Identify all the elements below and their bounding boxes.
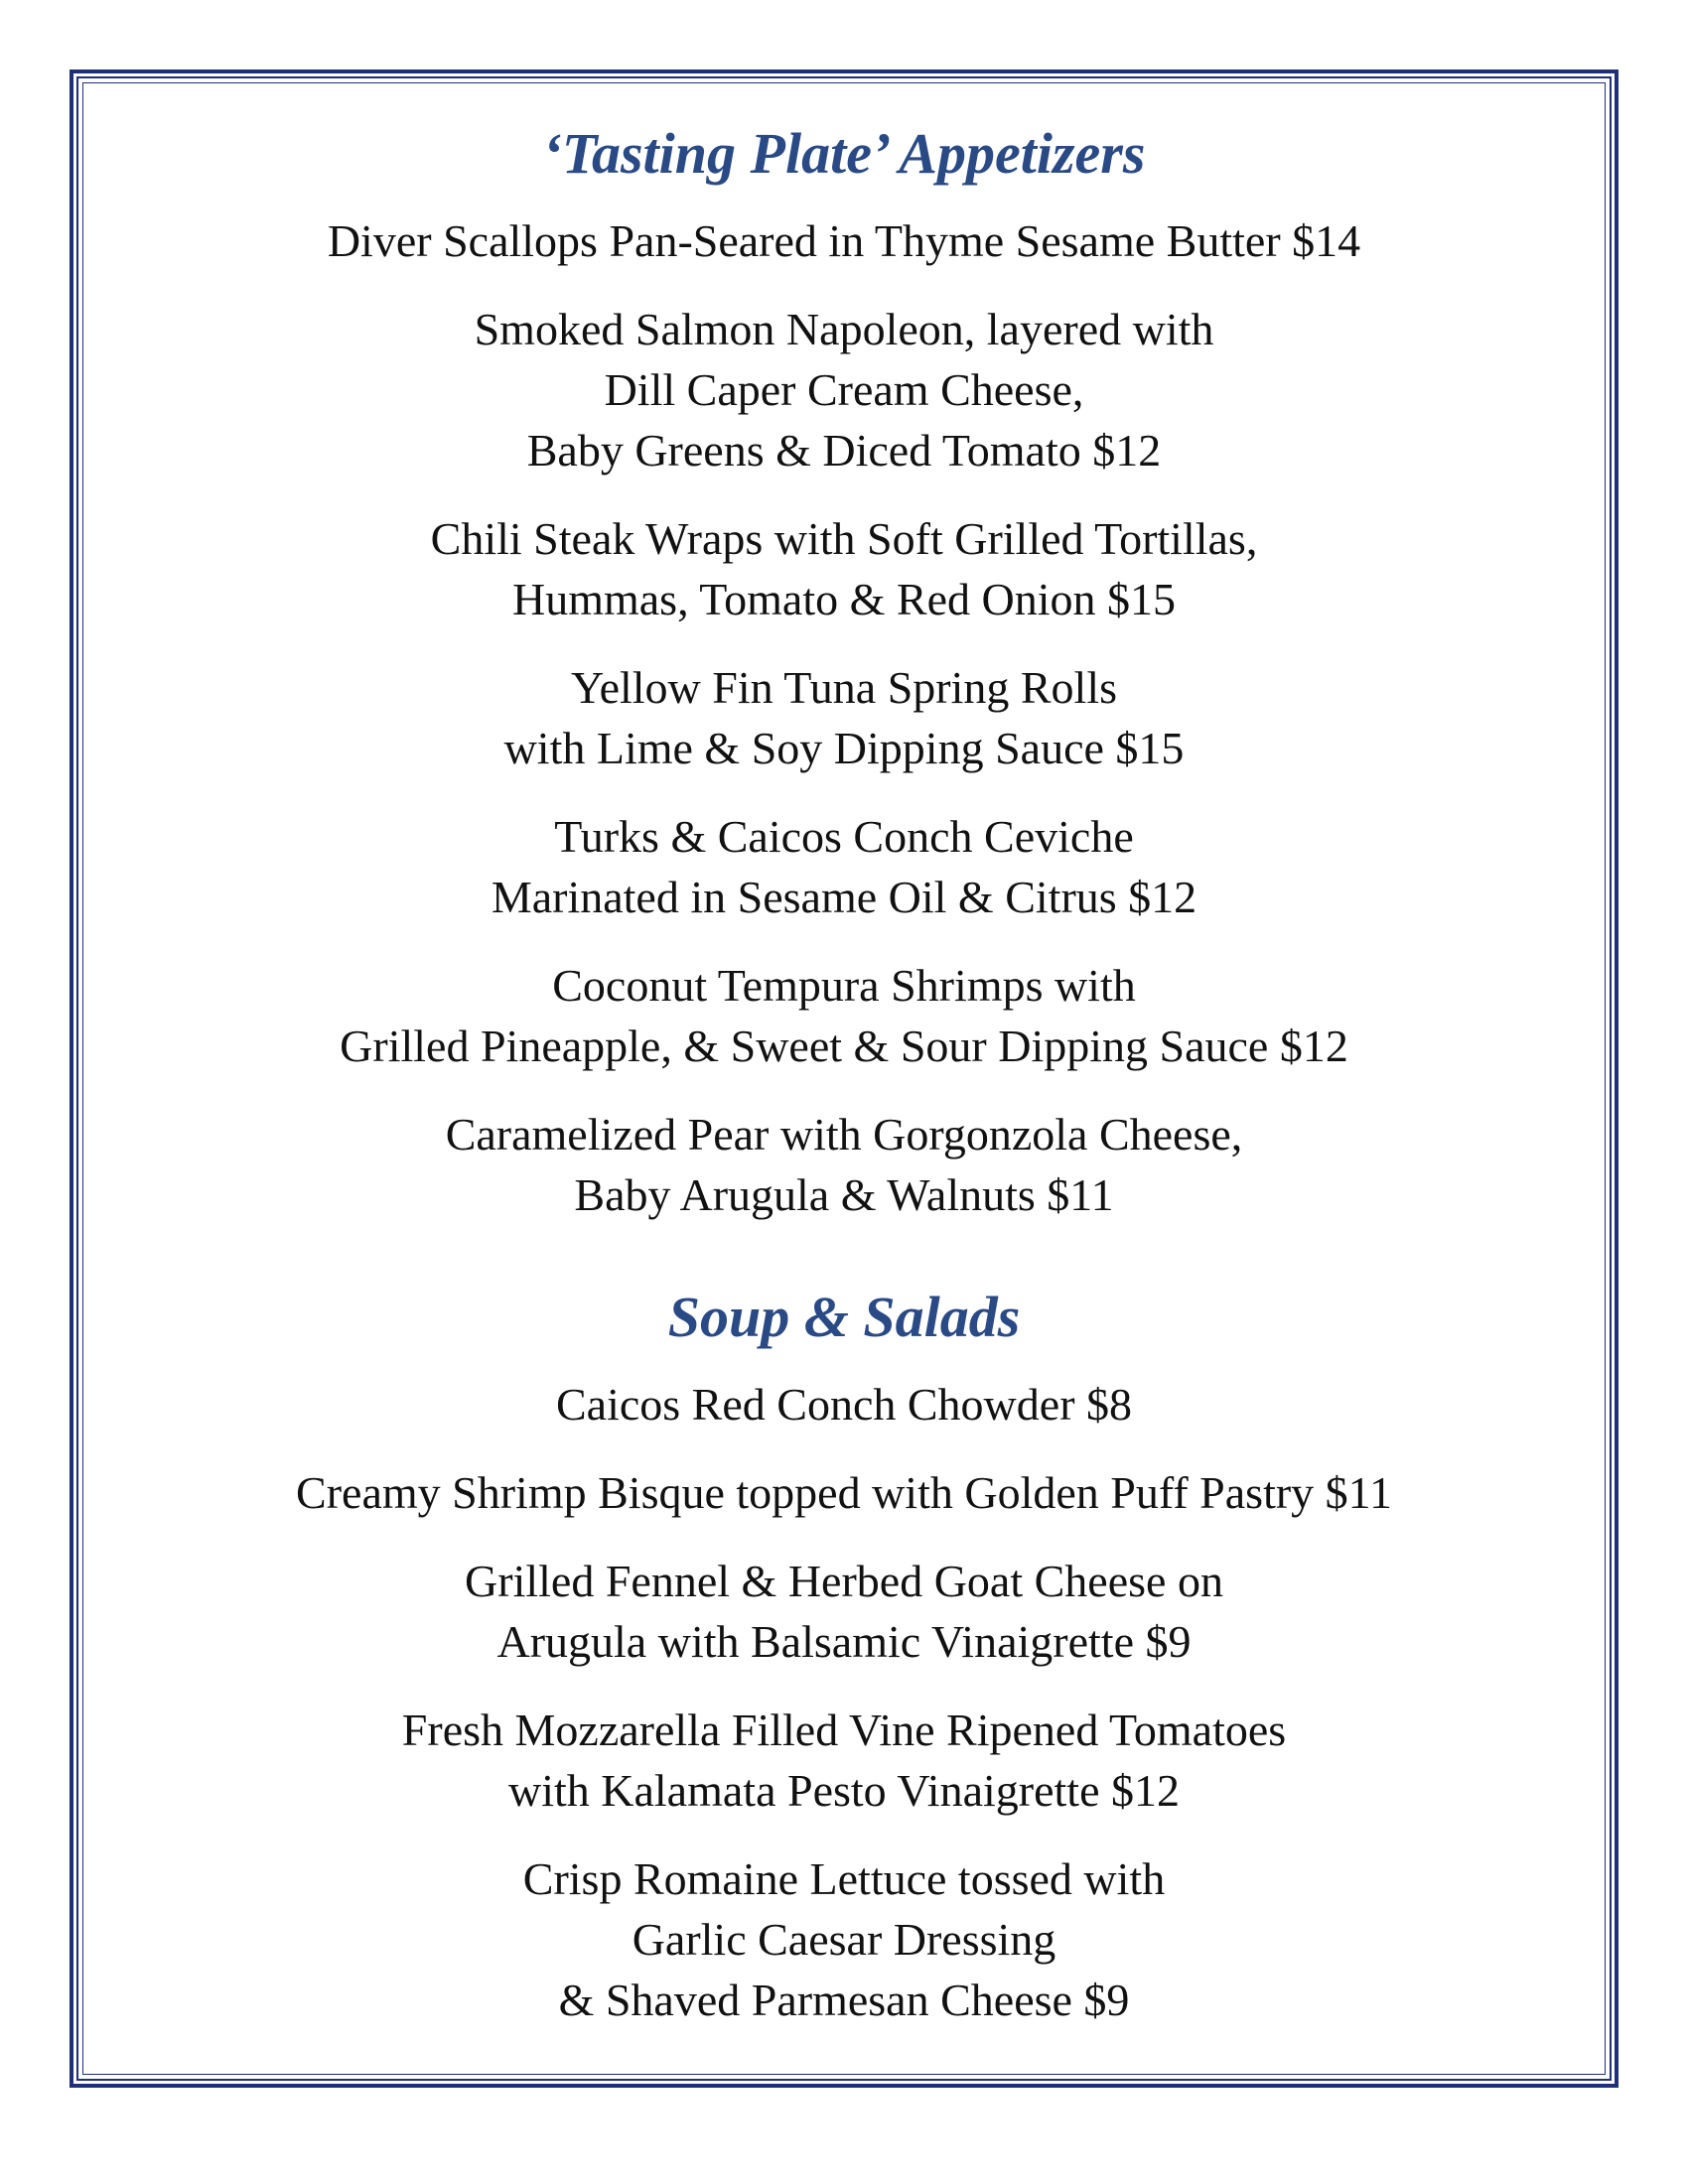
menu-item-line: Hummas, Tomato & Red Onion $15 — [511, 574, 1176, 624]
menu-item-line: Crisp Romaine Lettuce tossed with — [522, 1853, 1166, 1904]
menu-item-line: Baby Greens & Diced Tomato $12 — [526, 425, 1162, 476]
menu-item-line: Diver Scallops Pan-Seared in Thyme Sesame Butter $14 — [327, 215, 1361, 266]
section-title-appetizers: ‘Tasting Plate’ Appetizers — [542, 121, 1146, 186]
menu-item — [99, 1848, 1589, 2030]
menu-item-line: & Shaved Parmesan Cheese $9 — [558, 1975, 1130, 2025]
menu-item-line: Grilled Pineapple, & Sweet & Sour Dipping Sauce $12 — [340, 1021, 1348, 1071]
menu-item-line: Marinated in Sesame Oil & Citrus $12 — [491, 872, 1197, 922]
menu-item-line: with Lime & Soy Dipping Sauce $15 — [503, 723, 1185, 773]
menu-item-line: Coconut Tempura Shrimps with — [552, 960, 1136, 1011]
menu-item — [99, 657, 1589, 778]
menu-item — [99, 299, 1589, 480]
section-title-soup-salads: Soup & Salads — [667, 1285, 1021, 1349]
menu-item-line: Grilled Fennel & Herbed Goat Cheese on — [465, 1556, 1223, 1606]
menu-item-line: Dill Caper Cream Cheese, — [604, 364, 1084, 415]
menu-item-line: Fresh Mozzarella Filled Vine Ripened Tomatoes — [401, 1705, 1287, 1755]
menu-item — [99, 1104, 1589, 1225]
menu-item-line: Caramelized Pear with Gorgonzola Cheese, — [445, 1109, 1243, 1160]
menu-item-line: Caicos Red Conch Chowder $8 — [555, 1379, 1133, 1430]
menu-content — [99, 119, 1589, 2058]
menu-item-line: Arugula with Balsamic Vinaigrette $9 — [496, 1616, 1192, 1667]
menu-item-line: Creamy Shrimp Bisque topped with Golden Puff Pastry $11 — [296, 1467, 1392, 1518]
menu-item-line: Garlic Caesar Dressing — [632, 1914, 1056, 1965]
menu-item — [99, 1462, 1589, 1523]
menu-item — [99, 955, 1589, 1076]
menu-item — [99, 210, 1589, 271]
menu-item-line: Smoked Salmon Napoleon, layered with — [474, 304, 1214, 354]
menu-item — [99, 1551, 1589, 1672]
soup-salads-list — [99, 1374, 1589, 2030]
menu-item — [99, 1374, 1589, 1434]
menu-item-line: Baby Arugula & Walnuts $11 — [574, 1169, 1114, 1220]
menu-item-line: Turks & Caicos Conch Ceviche — [554, 811, 1134, 862]
menu-item-line: with Kalamata Pesto Vinaigrette $12 — [507, 1765, 1180, 1816]
menu-item — [99, 806, 1589, 927]
appetizers-list — [99, 210, 1589, 1225]
menu-item-line: Chili Steak Wraps with Soft Grilled Tortillas, — [430, 513, 1258, 564]
menu-item-line: Yellow Fin Tuna Spring Rolls — [570, 662, 1118, 713]
menu-item — [99, 1700, 1589, 1821]
menu-item — [99, 508, 1589, 629]
